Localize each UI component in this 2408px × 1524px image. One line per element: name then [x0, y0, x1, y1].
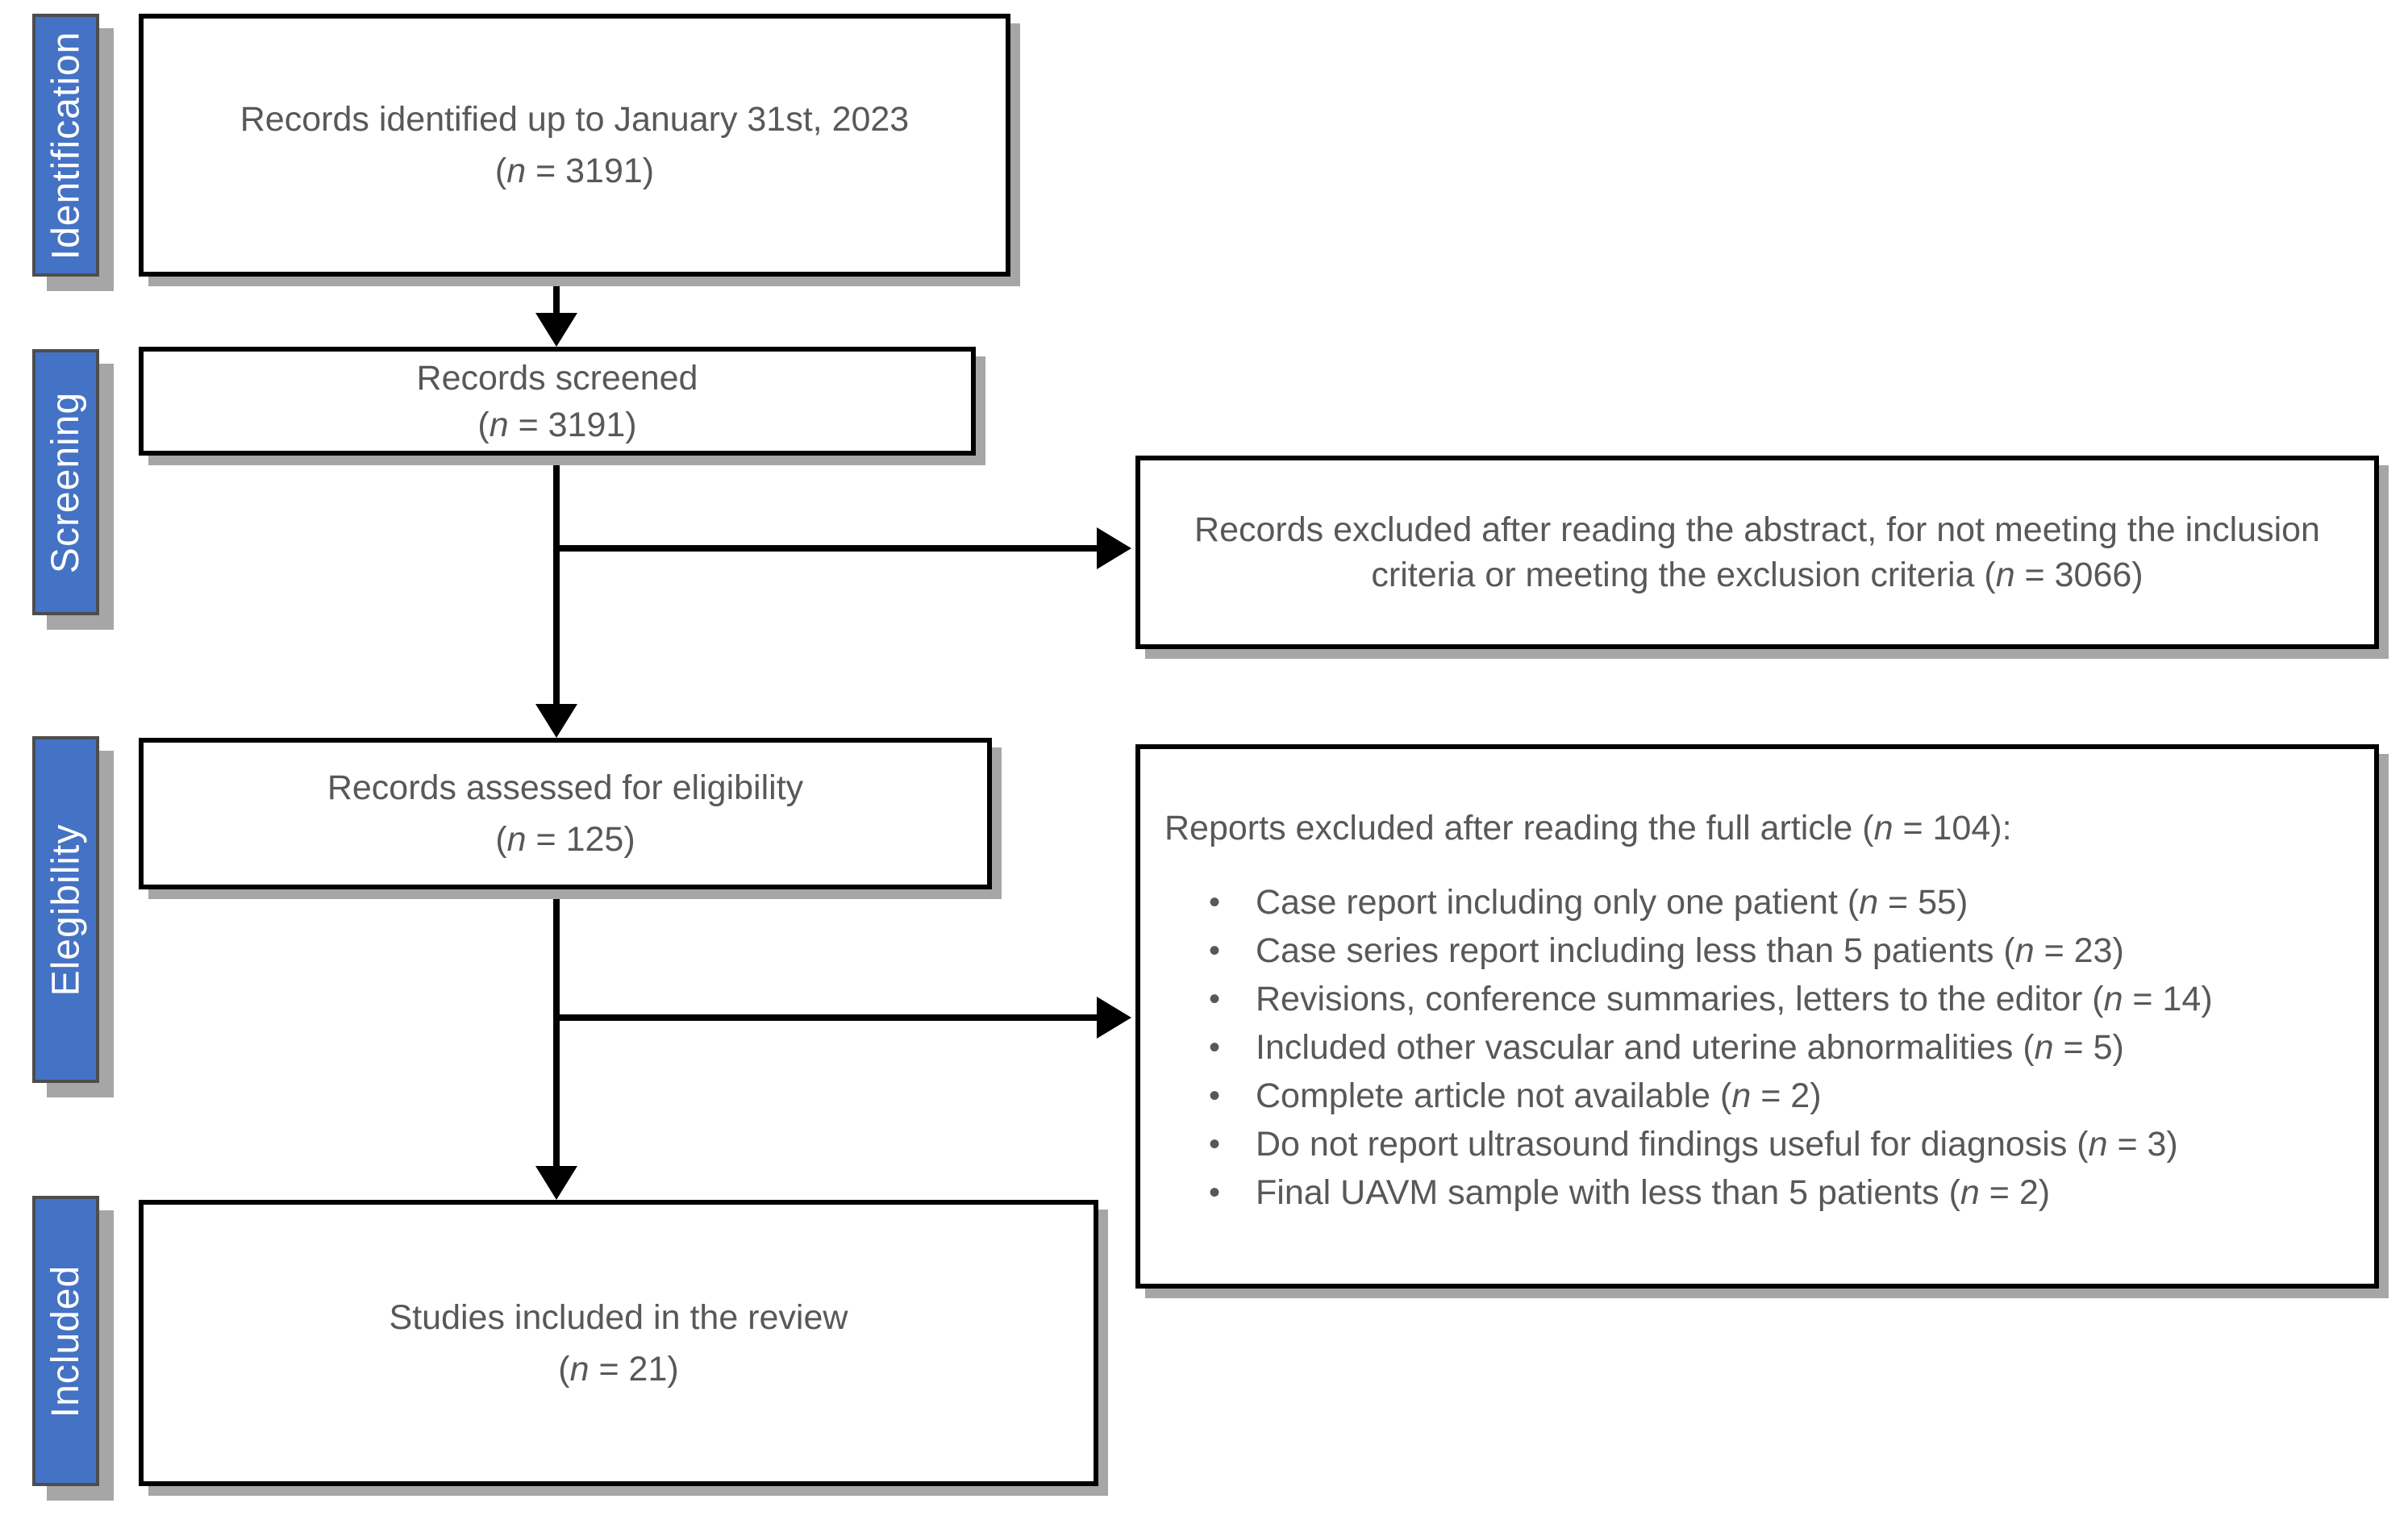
sidebar-stage-screening: [32, 349, 99, 615]
records-assessed-count: (n = 125): [495, 820, 635, 859]
excluded-reason-item: • Included other vascular and uterine abnormalities (n = 5): [1164, 1023, 2358, 1072]
excluded-reason-item: • Revisions, conference summaries, letters to the editor (n = 14): [1164, 975, 2358, 1023]
stage-label-elegibility: Elegibility: [44, 823, 88, 996]
excluded-reason-item: • Do not report ultrasound findings useful for diagnosis (n = 3): [1164, 1120, 2358, 1168]
records-identified-text: Records identified up to January 31st, 2023: [240, 100, 910, 139]
excluded-abstract-text: Records excluded after reading the abstract, for not meeting the inclusion criteria or meeting the exclusion criteria (n = 3066): [1194, 510, 2320, 594]
arrow-screened-to-excluded-abstract: [553, 527, 1131, 569]
records-assessed-text: Records assessed for eligibility: [327, 768, 804, 807]
sidebar-stage-elegibility: [32, 736, 99, 1083]
records-identified-count: (n = 3191): [494, 152, 655, 190]
studies-included-box: [139, 1200, 1098, 1486]
studies-included-text: Studies included in the review: [389, 1297, 848, 1337]
sidebar-stage-included: [32, 1196, 99, 1486]
records-screened-text: Records screened: [416, 358, 698, 398]
connector-screened-to-assessed: [535, 456, 577, 738]
excluded-reason-item: • Case series report including less than 5 patients (n = 23): [1164, 926, 2358, 975]
stage-label-identification: Identification: [44, 31, 88, 260]
excluded-fulltext-heading: Reports excluded after reading the full article (n = 104):: [1164, 809, 2012, 847]
stage-label-included: Included: [44, 1264, 88, 1418]
connector-assessed-to-included: [535, 889, 577, 1200]
records-screened-box: [139, 347, 976, 456]
excluded-reason-item: • Case report including only one patient (n = 55): [1164, 878, 2358, 926]
excluded-reason-item: • Complete article not available (n = 2): [1164, 1072, 2358, 1120]
excluded-reason-item: • Final UAVM sample with less than 5 patients (n = 2): [1164, 1168, 2358, 1217]
records-screened-count: (n = 3191): [477, 405, 637, 444]
arrow-assessed-to-excluded-fulltext: [553, 997, 1131, 1039]
records-assessed-box: [139, 738, 992, 889]
stage-label-screening: Screening: [44, 391, 88, 573]
excluded-reason-list: [1164, 878, 2358, 1217]
studies-included-count: (n = 21): [558, 1349, 679, 1389]
excluded-abstract-box: [1135, 456, 2379, 649]
sidebar-stage-identification: [32, 14, 99, 277]
records-identified-box: [139, 14, 1010, 277]
arrow-identified-to-screened: [535, 278, 577, 347]
excluded-fulltext-box: [1135, 744, 2379, 1289]
